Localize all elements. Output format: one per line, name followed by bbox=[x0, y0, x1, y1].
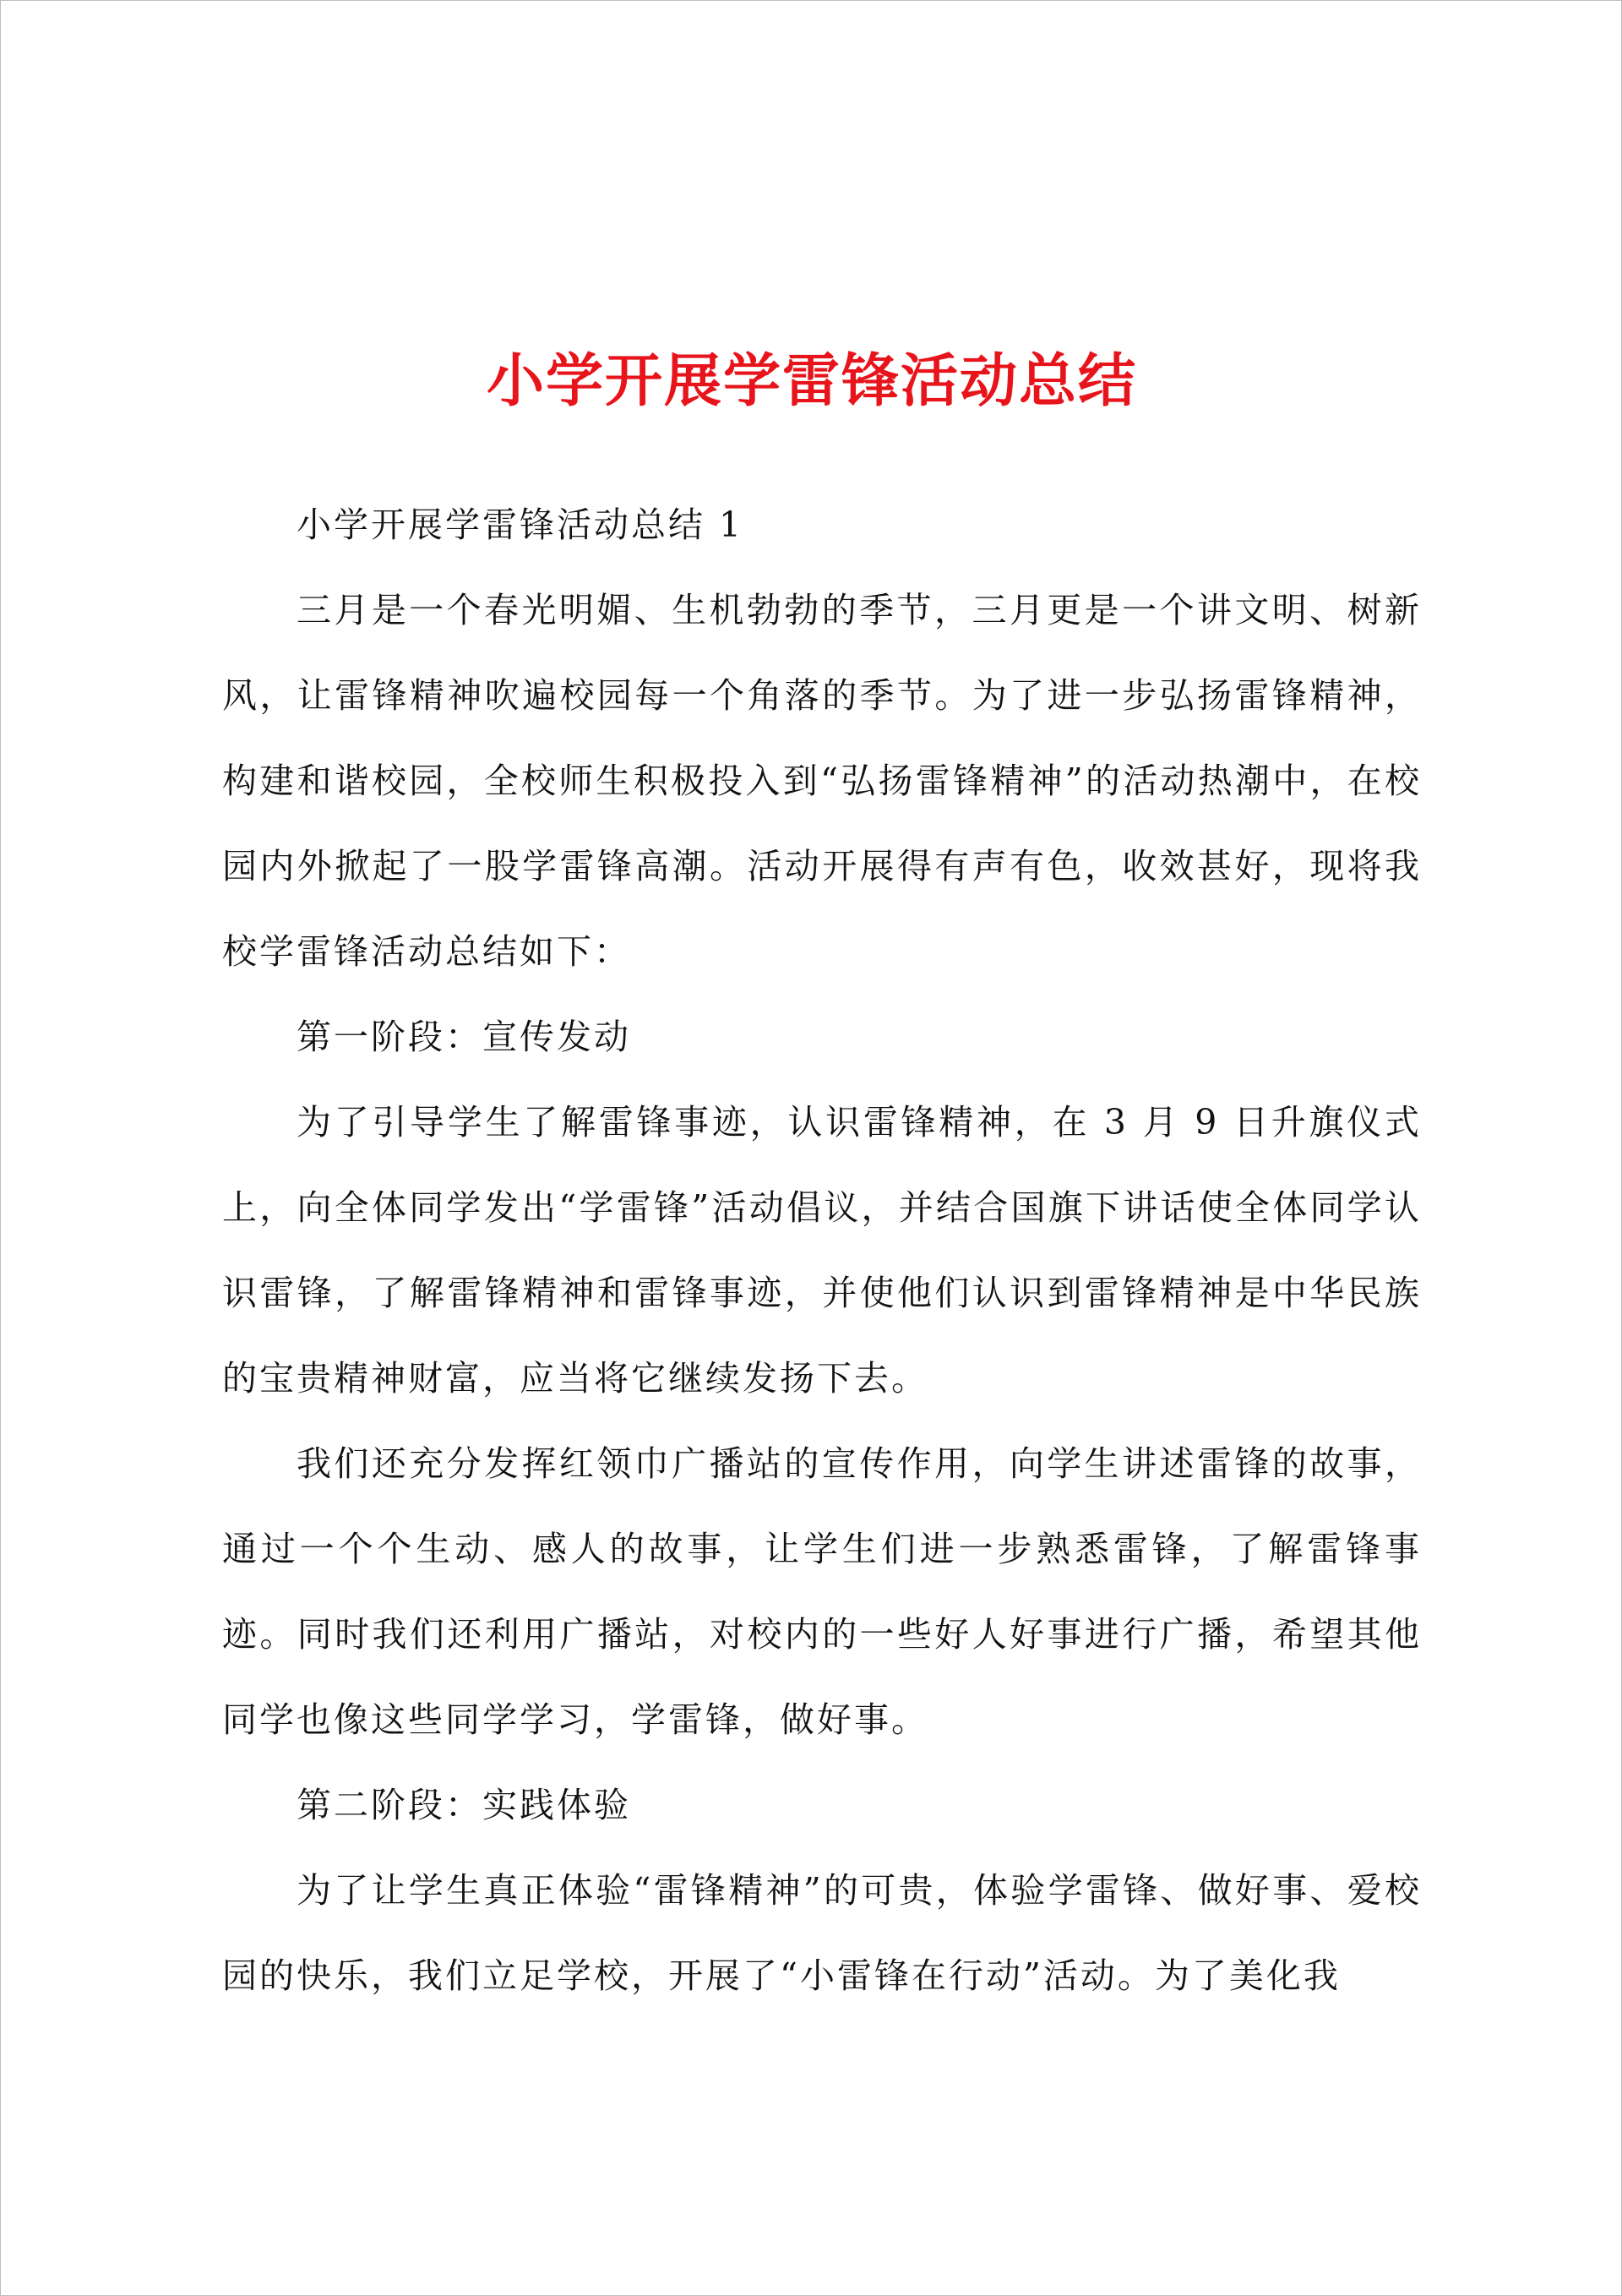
paragraph-stage-one-1: 为了引导学生了解雷锋事迹，认识雷锋精神，在 3 月 9 日升旗仪式上，向全体同学发出“学雷锋”活动倡议，并结合国旗下讲话使全体同学认识雷锋，了解雷锋精神和雷锋事迹，并使他们认识到雷锋精神是中华民族的宝贵精神财富，应当将它继续发扬下去。 bbox=[222, 1102, 1422, 1399]
paragraph-stage-two-1: 为了让学生真正体验“雷锋精神”的可贵，体验学雷锋、做好事、爱校园的快乐，我们立足学校，开展了“小雷锋在行动”活动。为了美化我 bbox=[222, 1870, 1422, 1996]
paragraph-stage-one-2: 我们还充分发挥红领巾广播站的宣传作用，向学生讲述雷锋的故事，通过一个个生动、感人的故事，让学生们进一步熟悉雷锋，了解雷锋事迹。同时我们还利用广播站，对校内的一些好人好事进行广播，希望其他同学也像这些同学学习，学雷锋，做好事。 bbox=[222, 1443, 1422, 1740]
section-subtitle: 小学开展学雷锋活动总结 1 bbox=[297, 504, 744, 545]
heading-stage-two: 第二阶段：实践体验 bbox=[297, 1785, 631, 1825]
document-title: 小学开展学雷锋活动总结 bbox=[486, 347, 1137, 415]
paragraph-intro: 三月是一个春光明媚、生机勃勃的季节，三月更是一个讲文明、树新风，让雷锋精神吹遍校园每一个角落的季节。为了进一步弘扬雷锋精神，构建和谐校园，全校师生积极投入到“弘扬雷锋精神”的活动热潮中，在校园内外掀起了一股学雷锋高潮。活动开展得有声有色，收效甚好，现将我校学雷锋活动总结如下： bbox=[222, 590, 1422, 972]
document-body bbox=[222, 483, 1422, 2019]
heading-stage-one: 第一阶段：宣传发动 bbox=[297, 1017, 631, 1057]
